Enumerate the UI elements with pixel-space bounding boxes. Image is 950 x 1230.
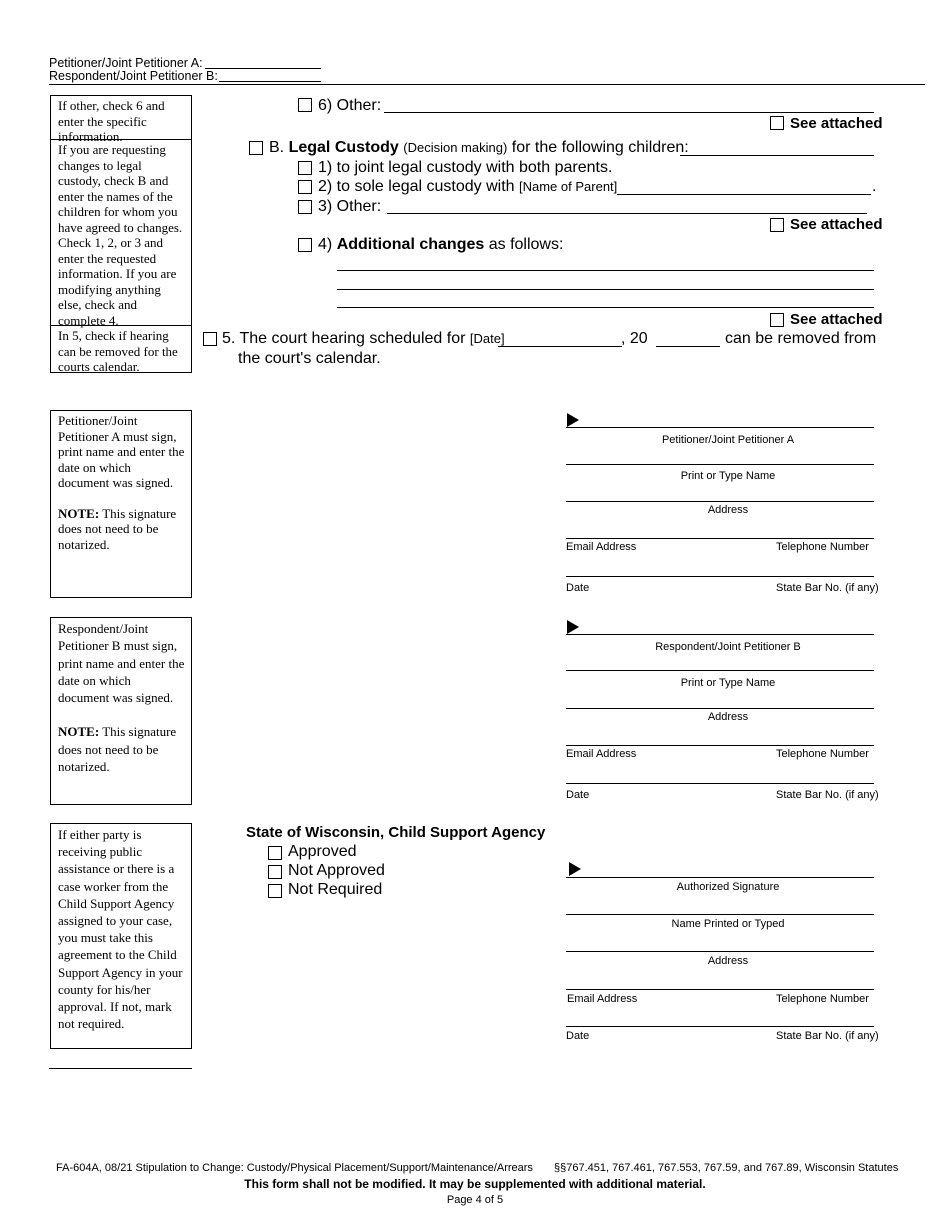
additional-changes-checkbox[interactable] [298, 238, 312, 252]
petitioner-name-label: Print or Type Name [680, 470, 776, 482]
additional-changes-line-2[interactable] [337, 289, 874, 290]
agency-address-line[interactable] [566, 951, 874, 952]
additional-changes-see-attached-checkbox[interactable] [770, 313, 784, 327]
petitioner-header-label: Petitioner/Joint Petitioner A: [49, 56, 203, 70]
sidebar-bottom-rule [49, 1068, 192, 1069]
legal-custody-other-checkbox[interactable] [298, 200, 312, 214]
respondent-bar-label: State Bar No. (if any) [776, 789, 879, 801]
hearing-text-a: 5. The court hearing scheduled for [222, 330, 466, 347]
agency-date-label: Date [566, 1030, 590, 1042]
respondent-date-line[interactable] [566, 783, 874, 784]
respondent-signer-label: Respondent/Joint Petitioner B [655, 641, 801, 653]
footer-statutes: §§767.451, 767.461, 767.553, 767.59, and 767.89, Wisconsin Statutes [554, 1162, 899, 1174]
agency-phone-label: Telephone Number [776, 993, 869, 1005]
legal-custody-other-label: 3) Other: [318, 198, 382, 215]
petitioner-contact-line[interactable] [566, 538, 874, 539]
respondent-address-line[interactable] [566, 708, 874, 709]
legal-custody-letter: B. [269, 139, 285, 156]
sole-custody-label [318, 178, 617, 196]
respondent-header-field[interactable] [219, 81, 321, 82]
hearing-year-field[interactable] [656, 346, 720, 347]
sidebar-petitioner-sign-note: Petitioner/Joint Petitioner A must sign, print name and enter the date on which document was signed. NOTE: This signature does not need to be notarized. [50, 410, 192, 598]
petitioner-bar-label: State Bar No. (if any) [776, 582, 879, 594]
agency-signature-line[interactable] [566, 877, 874, 878]
petitioner-name-line[interactable] [566, 464, 874, 465]
hearing-text-b: can be removed from [725, 330, 877, 347]
petitioner-date-label: Date [566, 582, 590, 594]
agency-contact-line[interactable] [566, 989, 874, 990]
children-names-field[interactable] [680, 155, 874, 156]
petitioner-note-label: NOTE: [58, 505, 100, 521]
petitioner-sign-arrow-icon [567, 413, 579, 427]
agency-not-approved-label: Not Approved [288, 862, 385, 879]
respondent-sign-arrow-icon [567, 620, 579, 634]
legal-custody-heading [269, 139, 689, 157]
agency-signer-label: Authorized Signature [676, 881, 780, 893]
agency-name-label: Name Printed or Typed [671, 918, 785, 930]
hearing-date-hint: [Date] [469, 331, 505, 346]
additional-changes-line-3[interactable] [337, 307, 874, 308]
item6-other-field[interactable] [384, 112, 874, 113]
footer-notice: This form shall not be modified. It may be supplemented with additional material. [244, 1177, 706, 1191]
sidebar-legal-custody-note: If you are requesting changes to legal custody, check B and enter the names of the children for whom you have agreed to changes. Check 1, 2, or 3 and enter the requested information. If you are modifying anything else, check and complete 4. [50, 139, 192, 326]
legal-custody-other-field[interactable] [387, 213, 867, 214]
item6-label: 6) Other: [318, 97, 382, 114]
agency-not-approved-checkbox[interactable] [268, 865, 282, 879]
legal-custody-subtitle: (Decision making) [403, 140, 508, 155]
petitioner-note-text: This signature does not need to be notarized. [58, 505, 177, 552]
hearing-year-prefix: , 20 [621, 330, 648, 347]
respondent-name-line[interactable] [566, 670, 874, 671]
item6-see-attached-label: See attached [790, 115, 883, 132]
agency-approved-label: Approved [288, 843, 357, 860]
additional-changes-line-1[interactable] [337, 270, 874, 271]
legal-custody-intro: for the following children: [511, 139, 689, 156]
additional-changes-number: 4) [318, 236, 333, 253]
respondent-header-label: Respondent/Joint Petitioner B: [49, 69, 218, 83]
footer-form-id: FA-604A, 08/21 Stipulation to Change: Custody/Physical Placement/Support/Maintenance/Arrears [56, 1162, 533, 1174]
sidebar-other-note: If other, check 6 and enter the specific information. [50, 95, 192, 140]
respondent-date-label: Date [566, 789, 590, 801]
sidebar-agency-note: If either party is receiving public assistance or there is a case worker from the Child Support Agency assigned to your case, you must take this agreement to the Child Support Agency in your county for his/her approval. If not, mark not required. [50, 823, 192, 1049]
hearing-text-c: the court's calendar. [238, 350, 381, 367]
agency-not-required-checkbox[interactable] [268, 884, 282, 898]
petitioner-phone-label: Telephone Number [776, 541, 869, 553]
item6-checkbox[interactable] [298, 98, 312, 112]
footer-page-number: Page 4 of 5 [446, 1194, 504, 1206]
sidebar-hearing-note: In 5, check if hearing can be removed for the courts calendar. [50, 325, 192, 373]
agency-email-label: Email Address [567, 993, 638, 1005]
respondent-phone-label: Telephone Number [776, 748, 869, 760]
sole-custody-checkbox[interactable] [298, 180, 312, 194]
petitioner-email-label: Email Address [566, 541, 637, 553]
petitioner-address-label: Address [707, 504, 749, 516]
sole-custody-parent-field[interactable] [617, 194, 871, 195]
agency-name-line[interactable] [566, 914, 874, 915]
item6-see-attached-checkbox[interactable] [770, 116, 784, 130]
respondent-signature-line[interactable] [566, 634, 874, 635]
header-divider [49, 84, 925, 85]
respondent-address-label: Address [707, 711, 749, 723]
sole-custody-text: 2) to sole legal custody with [318, 178, 515, 195]
legal-custody-see-attached-label: See attached [790, 216, 883, 233]
respondent-name-label: Print or Type Name [680, 677, 776, 689]
hearing-removal-text [222, 330, 505, 348]
legal-custody-title: Legal Custody [288, 139, 399, 156]
respondent-email-label: Email Address [566, 748, 637, 760]
sole-custody-hint: [Name of Parent] [519, 179, 618, 194]
petitioner-address-line[interactable] [566, 501, 874, 502]
sidebar-respondent-sign-note: Respondent/Joint Petitioner B must sign, print name and enter the date on which document was signed. NOTE: This signature does not need to be notarized. [50, 617, 192, 805]
respondent-note-label: NOTE: [58, 724, 100, 740]
joint-custody-label: 1) to joint legal custody with both parents. [318, 159, 613, 176]
additional-changes-title: Additional changes [336, 236, 485, 253]
respondent-note-text: This signature does not need to be notarized. [58, 724, 177, 775]
agency-title: State of Wisconsin, Child Support Agency [246, 824, 546, 841]
additional-changes-see-attached-label: See attached [790, 311, 883, 328]
petitioner-date-line[interactable] [566, 576, 874, 577]
legal-custody-see-attached-checkbox[interactable] [770, 218, 784, 232]
agency-approved-checkbox[interactable] [268, 846, 282, 860]
agency-sign-arrow-icon [569, 862, 581, 876]
petitioner-header-field[interactable] [205, 68, 321, 69]
legal-custody-checkbox[interactable] [249, 141, 263, 155]
hearing-removal-checkbox[interactable] [203, 332, 217, 346]
additional-changes-label [318, 236, 563, 254]
agency-address-label: Address [707, 955, 749, 967]
petitioner-signature-line[interactable] [566, 427, 874, 428]
agency-bar-label: State Bar No. (if any) [776, 1030, 879, 1042]
agency-date-line[interactable] [566, 1026, 874, 1027]
joint-custody-checkbox[interactable] [298, 161, 312, 175]
sole-custody-period: . [872, 178, 877, 195]
respondent-contact-line[interactable] [566, 745, 874, 746]
additional-changes-rest: as follows: [488, 236, 564, 253]
hearing-date-field[interactable] [498, 346, 622, 347]
agency-not-required-label: Not Required [288, 881, 383, 898]
petitioner-signer-label: Petitioner/Joint Petitioner A [661, 434, 795, 446]
